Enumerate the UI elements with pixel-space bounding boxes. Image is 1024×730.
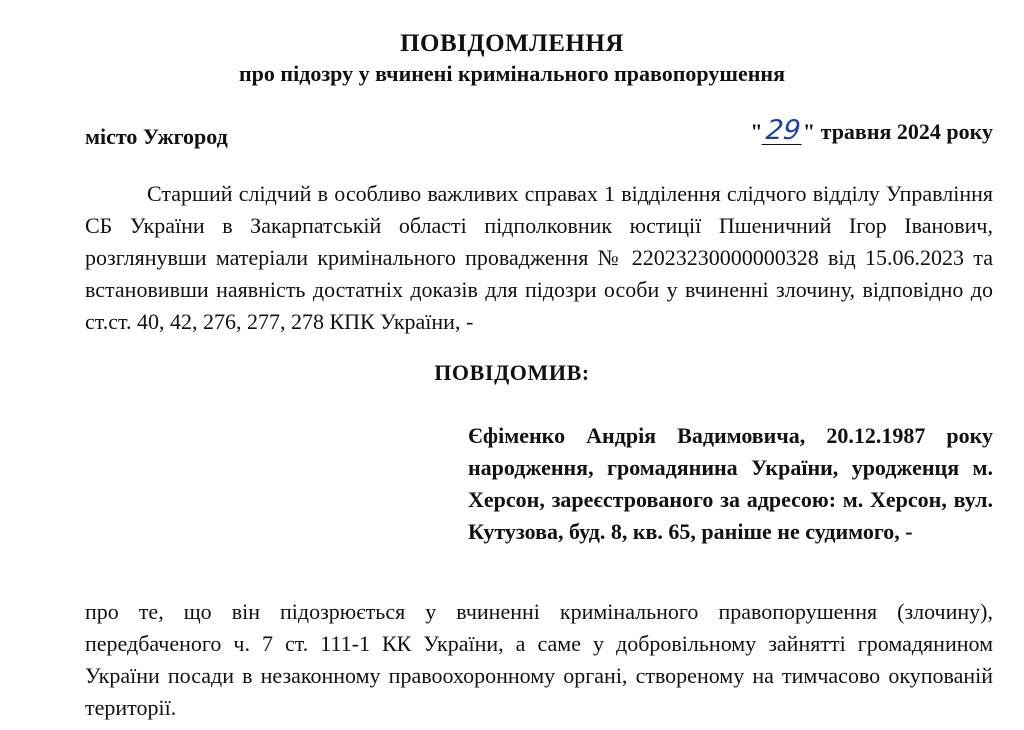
- date-close-quote: ": [802, 119, 816, 144]
- handwritten-day: 29: [761, 118, 804, 145]
- date-month-year: травня 2024 року: [815, 119, 993, 144]
- intro-paragraph: Старший слідчий в особливо важливих справах 1 відділення слідчого відділу Управління СБ України в Закарпатській області підполковник юстиції Пшеничний Ігор Іванович, розглянувши матеріали кримінального провадження № 22023230000000328 від 15.06.2023 та встановивши наявність достатніх доказів для підозри особи у вчиненні злочину, відповідно до ст.ст. 40, 42, 276, 277, 278 КПК України, -: [85, 181, 993, 334]
- document-subtitle: про підозру у вчинені кримінального правопорушення: [239, 61, 785, 86]
- city-label: місто Ужгород: [85, 124, 228, 149]
- document-title: ПОВІДОМЛЕННЯ: [400, 30, 624, 57]
- suspect-details: Єфіменко Андрія Вадимовича, 20.12.1987 року народження, громадянина України, уродженця м. Херсон, зареєстрованого за адресою: м. Херсон, вул. Кутузова, буд. 8, кв. 65, раніше не судимого, -: [468, 423, 993, 544]
- date-open-quote: ": [750, 119, 763, 144]
- document-date: [750, 115, 993, 146]
- charge-paragraph: про те, що він підозрюється у вчиненні кримінального правопорушення (злочину), передбаченого ч. 7 ст. 111-1 КК України, а саме у добровільному зайнятті громадянином України посади в незаконному правоохоронному органі, створеному на тимчасово окупованій території.: [85, 599, 993, 720]
- place-date-line: [85, 116, 993, 150]
- notified-heading: ПОВІДОМИВ:: [434, 360, 590, 385]
